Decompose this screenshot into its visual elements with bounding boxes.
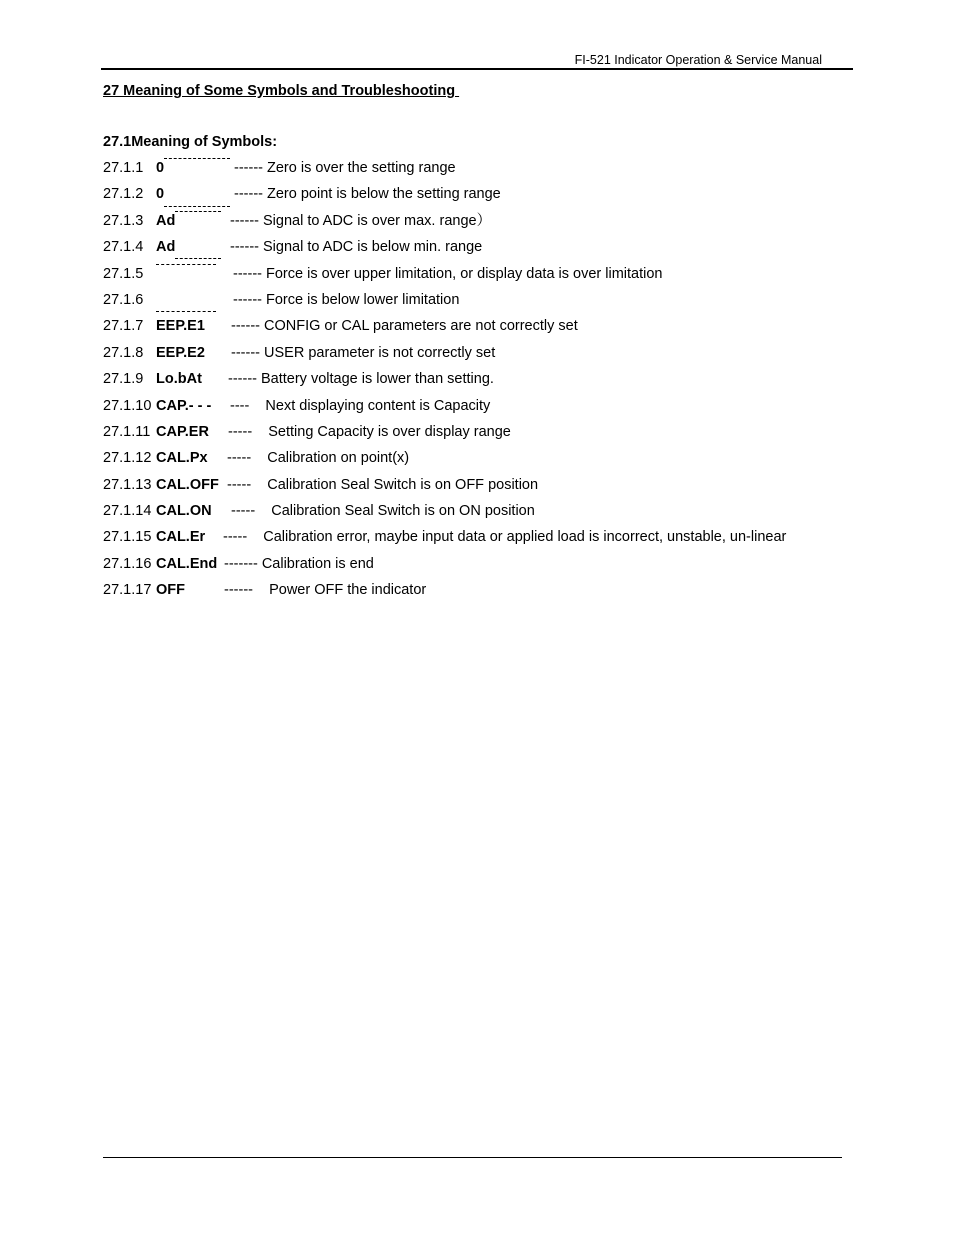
display-symbol: Ad <box>156 208 221 234</box>
list-item <box>103 261 843 287</box>
upper-dashes <box>156 267 216 281</box>
item-description: ------ Force is over upper limitation, or display data is over limitation <box>233 265 663 282</box>
item-description: ----- Setting Capacity is over display range <box>228 423 511 440</box>
list-item <box>103 340 843 366</box>
item-number: 27.1.2 <box>103 186 144 203</box>
item-number: 27.1.6 <box>103 291 144 308</box>
display-symbol: Lo.bAt <box>156 371 202 388</box>
item-number: 27.1.8 <box>103 344 144 361</box>
display-symbol: EEP.E1 <box>156 318 205 335</box>
item-description: ------ USER parameter is not correctly set <box>231 344 496 361</box>
item-description: ------ Battery voltage is lower than setting. <box>228 371 494 388</box>
list-item <box>103 155 843 181</box>
item-number: 27.1.16 <box>103 555 152 572</box>
item-number: 27.1.7 <box>103 318 144 335</box>
item-description: ------ Force is below lower limitation <box>233 291 460 308</box>
display-symbol: EEP.E2 <box>156 344 205 361</box>
list-item <box>103 498 843 524</box>
list-item <box>103 181 843 207</box>
item-number: 27.1.14 <box>103 503 152 520</box>
item-description: ------ Zero is over the setting range <box>234 160 456 176</box>
item-description: ------ Zero point is below the setting range <box>234 186 501 203</box>
upper-dashes <box>175 214 221 228</box>
item-number: 27.1.1 <box>103 160 144 176</box>
item-number: 27.1.12 <box>103 450 152 467</box>
subsection-title: 27.1Meaning of Symbols: <box>103 134 278 150</box>
display-symbol <box>156 287 216 313</box>
list-item <box>103 208 843 234</box>
item-number: 27.1.15 <box>103 529 152 546</box>
display-symbol: CAL.Er <box>156 529 206 546</box>
display-symbol: CAL.Px <box>156 450 208 467</box>
lower-dashes <box>175 240 221 254</box>
display-symbol: CAL.OFF <box>156 476 219 493</box>
upper-dashes <box>164 161 230 175</box>
list-item <box>103 445 843 471</box>
item-number: 27.1.4 <box>103 239 144 256</box>
list-item <box>103 287 843 313</box>
item-number: 27.1.17 <box>103 582 152 599</box>
list-item <box>103 366 843 392</box>
item-description: ----- Calibration Seal Switch is on OFF position <box>227 476 539 493</box>
item-description: ----- Calibration error, maybe input data or applied load is incorrect, unstable, un-linear <box>223 529 787 546</box>
display-symbol: 0 <box>156 155 230 181</box>
item-description: ---- Next displaying content is Capacity <box>230 397 491 414</box>
item-description: ------ CONFIG or CAL parameters are not correctly set <box>231 318 578 335</box>
running-header: FI-521 Indicator Operation & Service Manual <box>574 53 822 67</box>
display-symbol: OFF <box>156 582 185 599</box>
list-item <box>103 551 843 577</box>
list-item <box>103 472 843 498</box>
section-title: 27 Meaning of Some Symbols and Troubleshooting <box>103 83 460 99</box>
item-description: ------ Power OFF the indicator <box>224 582 427 599</box>
display-symbol: CAP.- - - <box>156 397 212 414</box>
list-item <box>103 313 843 339</box>
footer-rule <box>103 1157 842 1158</box>
header-rule <box>101 68 853 70</box>
item-number: 27.1.3 <box>103 212 144 229</box>
item-number: 27.1.13 <box>103 476 152 493</box>
list-item <box>103 393 843 419</box>
item-description: ----- Calibration Seal Switch is on ON position <box>231 503 535 520</box>
item-number: 27.1.10 <box>103 397 152 414</box>
item-number: 27.1.5 <box>103 265 144 282</box>
list-item <box>103 577 843 603</box>
lower-dashes <box>156 293 216 307</box>
list-item <box>103 419 843 445</box>
display-symbol: 0 <box>156 181 230 207</box>
item-description: ------ Signal to ADC is over max. range） <box>230 212 492 229</box>
item-number: 27.1.11 <box>103 423 151 440</box>
lower-dashes <box>164 188 230 202</box>
symbol-list <box>103 155 843 604</box>
item-description: ------ Signal to ADC is below min. range <box>230 239 483 256</box>
list-item <box>103 234 843 260</box>
display-symbol: CAL.End <box>156 555 218 572</box>
display-symbol: CAP.ER <box>156 423 209 440</box>
list-item <box>103 524 843 550</box>
item-description: ------- Calibration is end <box>224 555 374 572</box>
display-symbol <box>156 261 216 287</box>
item-description: ----- Calibration on point(x) <box>227 450 410 467</box>
item-number: 27.1.9 <box>103 371 144 388</box>
display-symbol: CAL.ON <box>156 503 212 520</box>
display-symbol: Ad <box>156 234 221 260</box>
